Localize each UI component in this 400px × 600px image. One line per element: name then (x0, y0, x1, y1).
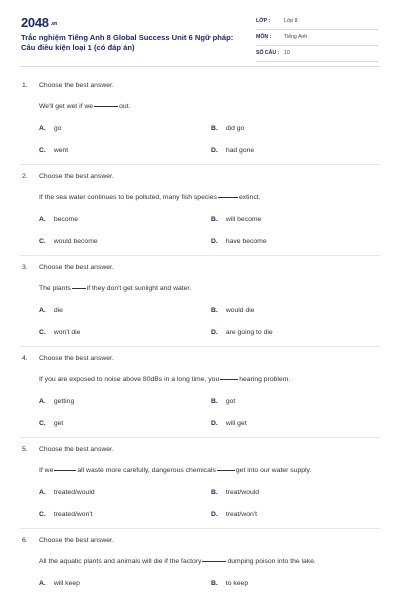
stem-text: The plants (39, 285, 71, 292)
option-letter: B. (211, 489, 218, 496)
meta-row-subject (256, 30, 378, 46)
answer-option-b[interactable] (211, 125, 244, 132)
meta-label: SỐ CÂU : (256, 50, 280, 56)
answer-option-c[interactable] (39, 420, 63, 427)
answer-option-d[interactable] (211, 420, 247, 427)
header-divider (20, 66, 380, 67)
stem-text: All the aquatic plants and animals will die if the factory (39, 558, 202, 565)
question-instruction: Choose the best answer. (39, 173, 114, 180)
answer-option-d[interactable] (211, 147, 254, 154)
logo-suffix: .vn (50, 20, 58, 27)
question-stem (39, 376, 379, 383)
answer-blank (72, 287, 86, 289)
option-text: had gone (225, 147, 255, 154)
question-stem (39, 558, 379, 565)
answer-option-a[interactable] (39, 580, 80, 587)
meta-value: Lớp 8 (284, 18, 298, 24)
document-title (21, 33, 251, 52)
stem-text: hearing problem. (239, 376, 291, 383)
stem-text: If we (39, 467, 54, 474)
answer-blank (217, 469, 235, 471)
option-text: will get (225, 420, 247, 427)
answer-option-c[interactable] (39, 238, 98, 245)
option-letter: B. (211, 580, 218, 587)
meta-row-count (256, 46, 378, 62)
answer-option-c[interactable] (39, 511, 93, 518)
question-instruction: Choose the best answer. (39, 446, 114, 453)
stem-text: We'll get wet if we (39, 103, 94, 110)
question-divider (20, 164, 380, 165)
option-letter: D. (211, 329, 218, 336)
option-text: getting (53, 398, 75, 405)
question-number: 4. (22, 355, 28, 362)
answer-blank (202, 560, 226, 562)
question-stem (39, 467, 379, 474)
option-letter: A. (39, 398, 46, 405)
option-text: are going to die (225, 329, 273, 336)
document-title-line-2: Câu điều kiện loại 1 (có đáp án) (21, 42, 135, 52)
stem-text: dumping poison into the lake. (227, 558, 316, 565)
option-text: did go (225, 125, 245, 132)
question-stem (39, 194, 379, 201)
answer-option-a[interactable] (39, 489, 95, 496)
answer-option-b[interactable] (211, 307, 255, 314)
option-text: would become (53, 238, 98, 245)
meta-value: Tiếng Anh (284, 34, 308, 40)
site-logo[interactable] (21, 15, 57, 30)
answer-option-d[interactable] (211, 511, 257, 518)
question-number: 1. (22, 82, 28, 89)
answer-option-b[interactable] (211, 580, 248, 587)
question-stem (39, 285, 379, 292)
option-letter: C. (39, 420, 46, 427)
answer-option-b[interactable] (211, 489, 259, 496)
option-letter: C. (39, 329, 46, 336)
answer-blank (54, 469, 76, 471)
document-title-line-1: Trắc nghiệm Tiếng Anh 8 Global Success Unit 6 Ngữ pháp: (21, 33, 234, 42)
question-divider (20, 255, 380, 256)
option-letter: C. (39, 511, 46, 518)
answer-option-c[interactable] (39, 147, 68, 154)
option-letter: B. (211, 398, 218, 405)
answer-option-a[interactable] (39, 216, 78, 223)
question-divider (20, 437, 380, 438)
stem-text: extinct. (238, 194, 261, 201)
option-letter: D. (211, 511, 218, 518)
option-text: won't die (53, 329, 81, 336)
answer-option-d[interactable] (211, 238, 267, 245)
question-instruction: Choose the best answer. (39, 82, 114, 89)
option-letter: C. (39, 147, 46, 154)
meta-label: LỚP : (256, 18, 271, 24)
option-text: to keep (225, 580, 249, 587)
option-text: get (53, 420, 64, 427)
question-number: 3. (22, 264, 28, 271)
option-letter: D. (211, 147, 218, 154)
option-letter: A. (39, 125, 46, 132)
question-instruction: Choose the best answer. (39, 264, 114, 271)
option-letter: B. (211, 216, 218, 223)
question-stem (39, 103, 379, 110)
option-text: would die (225, 307, 255, 314)
answer-option-a[interactable] (39, 307, 63, 314)
option-text: treated/won't (53, 511, 93, 518)
question-divider (20, 346, 380, 347)
stem-text: If the sea water continues to be polluted, many fish species (39, 194, 217, 201)
logo-text: 2048 (21, 15, 49, 30)
question-divider (20, 528, 380, 529)
option-text: will keep (53, 580, 80, 587)
meta-row-class (256, 14, 378, 30)
option-text: treated/would (53, 489, 95, 496)
option-text: die (53, 307, 63, 314)
question-number: 5. (22, 446, 28, 453)
meta-value: 10 (284, 50, 290, 56)
answer-option-b[interactable] (211, 398, 235, 405)
option-text: go (53, 125, 62, 132)
stem-text: out. (119, 103, 131, 110)
option-letter: A. (39, 216, 46, 223)
stem-text: if they don't get sunlight and water. (86, 285, 192, 292)
stem-text: all waste more carefully, dangerous chemicals (77, 467, 216, 474)
option-letter: B. (211, 307, 218, 314)
option-text: will become (225, 216, 262, 223)
option-letter: C. (39, 238, 46, 245)
question-number: 2. (22, 173, 28, 180)
stem-text: If you are exposed to noise above 80dBs in a long time, you (39, 376, 220, 383)
option-letter: D. (211, 238, 218, 245)
option-text: treat/won't (225, 511, 257, 518)
question-instruction: Choose the best answer. (39, 537, 114, 544)
answer-blank (220, 378, 238, 380)
answer-blank (218, 196, 238, 198)
option-letter: D. (211, 420, 218, 427)
option-letter: A. (39, 307, 46, 314)
answer-option-a[interactable] (39, 398, 74, 405)
option-letter: A. (39, 580, 46, 587)
answer-option-b[interactable] (211, 216, 261, 223)
option-letter: A. (39, 489, 46, 496)
question-number: 6. (22, 537, 28, 544)
option-text: went (53, 147, 69, 154)
meta-table (256, 14, 378, 62)
answer-option-c[interactable] (39, 329, 80, 336)
worksheet-header (0, 0, 400, 66)
meta-label: MÔN : (256, 34, 272, 40)
option-text: treat/would (225, 489, 260, 496)
answer-option-a[interactable] (39, 125, 61, 132)
option-text: become (53, 216, 78, 223)
stem-text: get into our water supply. (235, 467, 312, 474)
question-instruction: Choose the best answer. (39, 355, 114, 362)
option-text: got (225, 398, 236, 405)
answer-blank (94, 105, 118, 107)
option-text: have become (225, 238, 267, 245)
answer-option-d[interactable] (211, 329, 273, 336)
option-letter: B. (211, 125, 218, 132)
